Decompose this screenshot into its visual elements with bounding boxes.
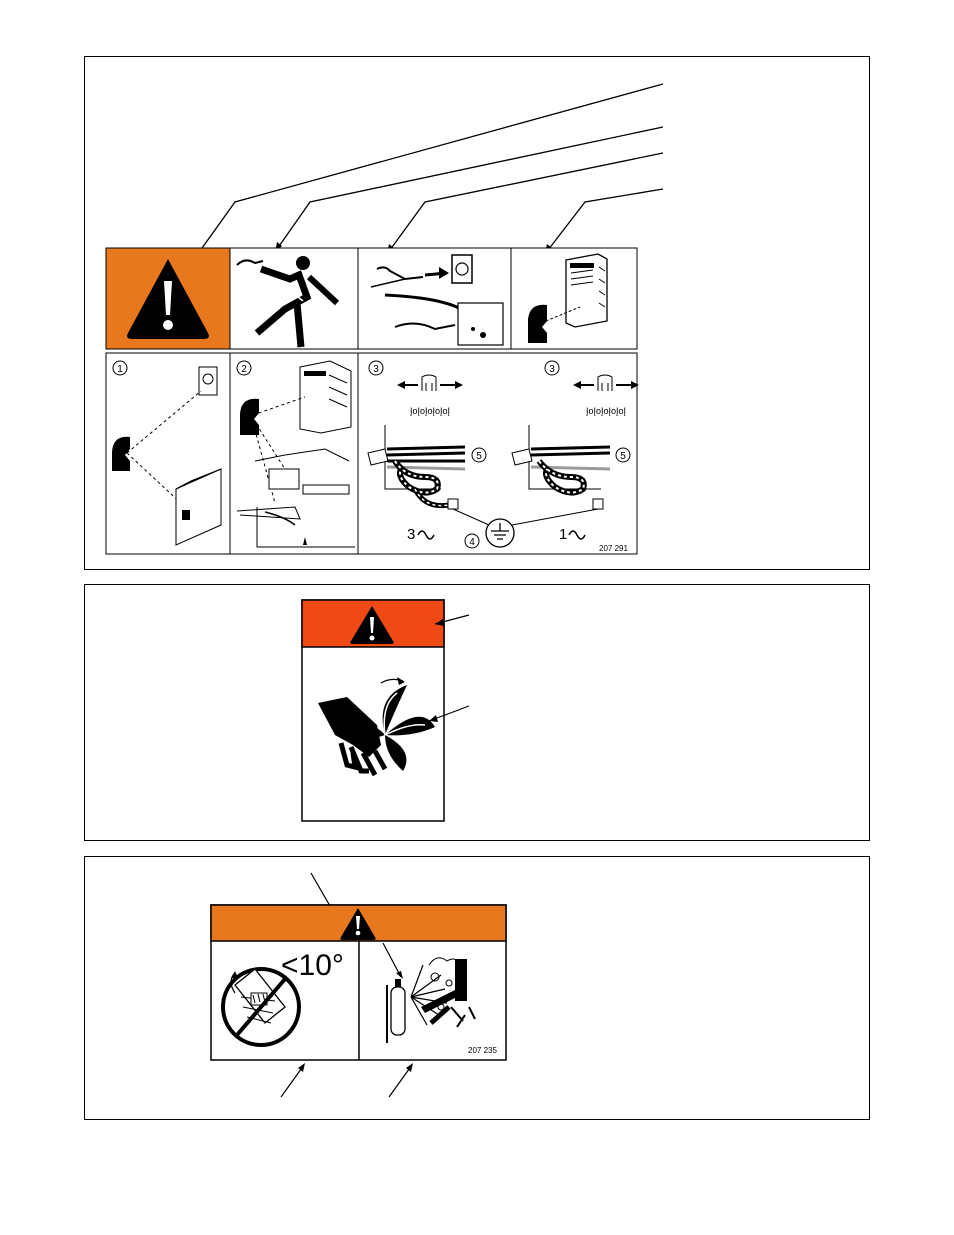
step-number-2: 2 xyxy=(241,364,247,375)
svg-text:ĮoĮoĮoĮoĮoĮ: ĮoĮoĮoĮoĮoĮ xyxy=(585,406,627,416)
label-drawing-fan xyxy=(85,585,869,840)
step-number-1: 1 xyxy=(117,364,123,375)
warning-label-panel-fan xyxy=(84,584,870,841)
symbol-row-bottom xyxy=(106,353,639,554)
label-drawing-cylinder xyxy=(85,857,869,1119)
step-number-5b: 5 xyxy=(620,451,626,462)
svg-text:ĮoĮoĮoĮoĮoĮ: ĮoĮoĮoĮoĮoĮ xyxy=(409,406,451,416)
phase-label-1: 1 xyxy=(559,526,568,543)
step-number-5a: 5 xyxy=(476,451,482,462)
step-number-4: 4 xyxy=(469,537,475,548)
label-id-207235: 207 235 xyxy=(468,1046,497,1055)
symbol-row-top xyxy=(106,248,637,349)
warning-label-panel-cylinder xyxy=(84,856,870,1120)
label-id-207291: 207 291 xyxy=(599,544,628,553)
phase-label-3: 3 xyxy=(407,526,416,543)
warning-label-panel-electric xyxy=(84,56,870,570)
step-number-3a: 3 xyxy=(373,364,379,375)
max-tilt-angle-text: <10° xyxy=(281,949,344,982)
label-drawing-electric xyxy=(85,57,869,569)
leader-lines xyxy=(187,84,663,269)
step-number-3b: 3 xyxy=(549,364,555,375)
